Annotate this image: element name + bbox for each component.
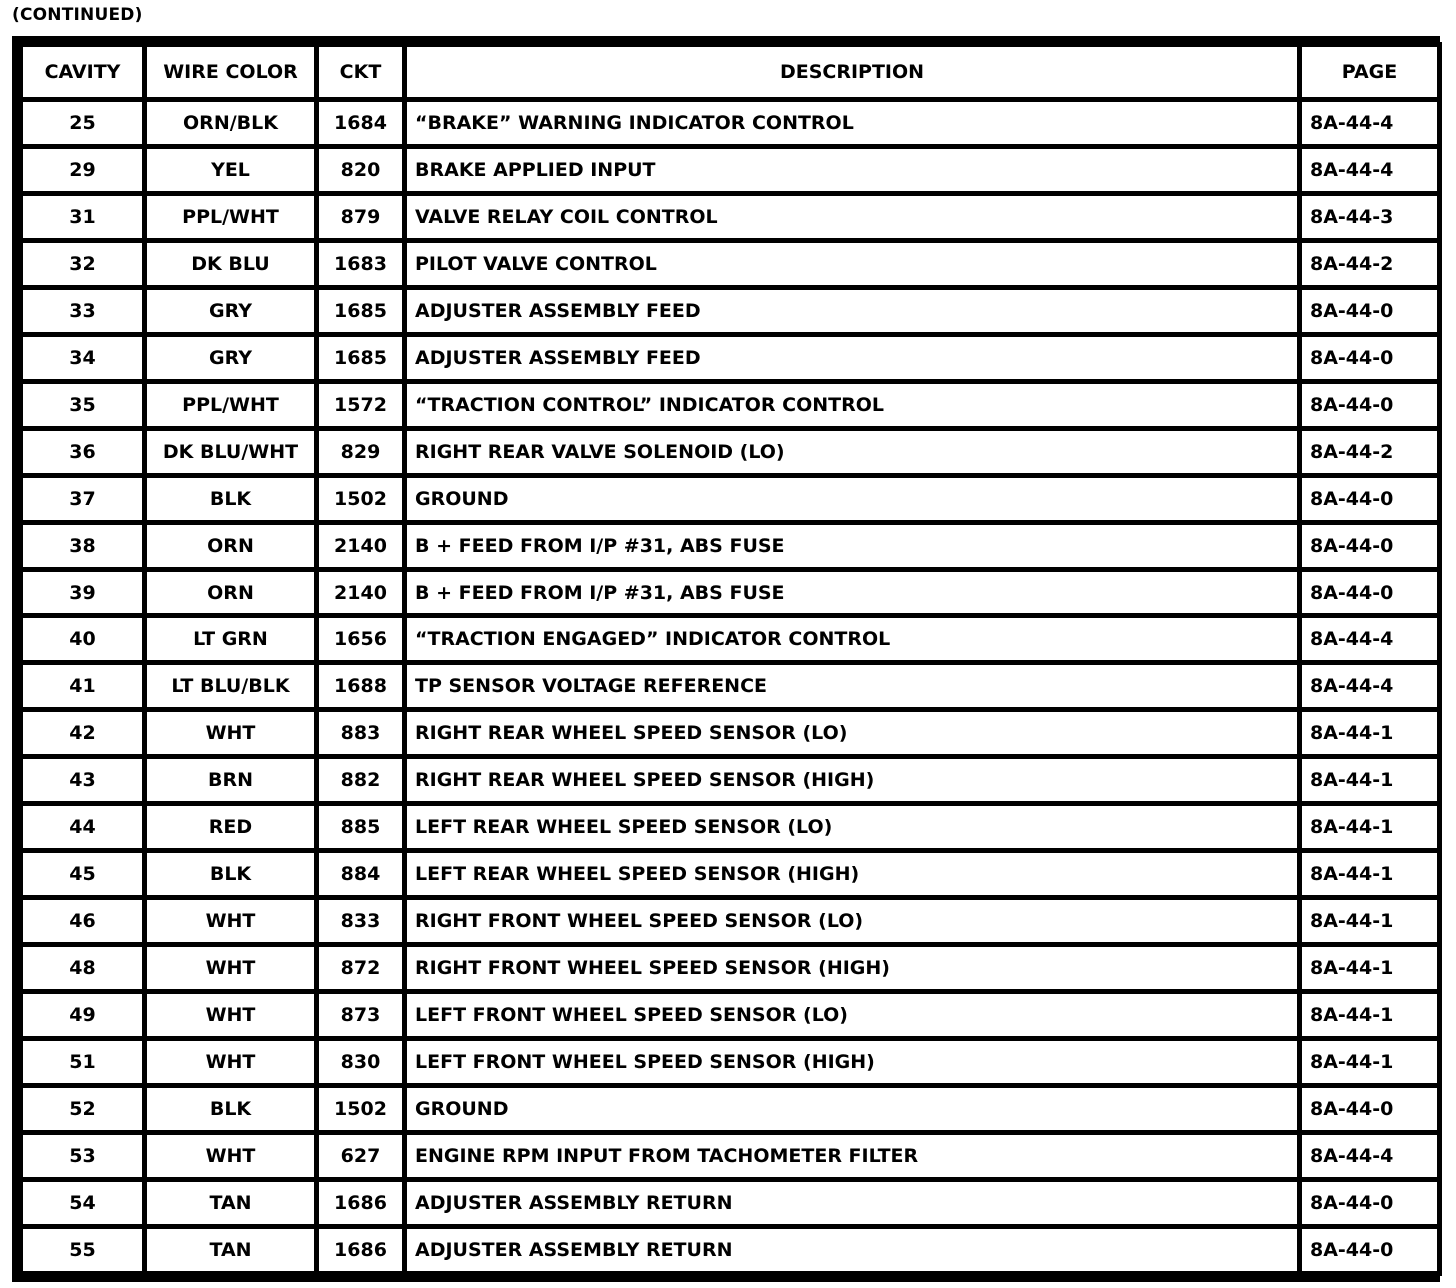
cell-ckt: 885 [319,806,402,848]
cell-cavity: 54 [23,1182,142,1224]
cell-cavity: 41 [23,665,142,707]
cell-cavity: 45 [23,853,142,895]
cell-wire-color: PPL/WHT [147,196,314,238]
column-header-wire-color: WIRE COLOR [147,47,314,97]
table-row [23,102,1437,144]
cell-ckt: 833 [319,900,402,942]
cell-page: 8A-44-2 [1302,431,1437,473]
cell-cavity: 44 [23,806,142,848]
cell-description: PILOT VALVE CONTROL [407,243,1297,285]
table-row [23,196,1437,238]
cell-page: 8A-44-2 [1302,243,1437,285]
cell-wire-color: WHT [147,1135,314,1177]
cell-ckt: 2140 [319,525,402,567]
cell-page: 8A-44-0 [1302,384,1437,426]
cell-cavity: 39 [23,572,142,614]
cell-description: GROUND [407,1088,1297,1130]
cell-description: RIGHT REAR WHEEL SPEED SENSOR (LO) [407,712,1297,754]
cell-description: TP SENSOR VOLTAGE REFERENCE [407,665,1297,707]
cell-page: 8A-44-1 [1302,994,1437,1036]
cell-description: “TRACTION CONTROL” INDICATOR CONTROL [407,384,1297,426]
cell-wire-color: RED [147,806,314,848]
header-row [23,47,1437,97]
cell-cavity: 42 [23,712,142,754]
cell-wire-color: ORN [147,572,314,614]
cell-page: 8A-44-0 [1302,572,1437,614]
cell-page: 8A-44-1 [1302,712,1437,754]
cell-ckt: 882 [319,759,402,801]
cell-description: GROUND [407,478,1297,520]
cell-wire-color: TAN [147,1229,314,1271]
cell-description: RIGHT REAR WHEEL SPEED SENSOR (HIGH) [407,759,1297,801]
cell-cavity: 32 [23,243,142,285]
cell-cavity: 34 [23,337,142,379]
cell-wire-color: LT BLU/BLK [147,665,314,707]
cell-wire-color: ORN [147,525,314,567]
cell-cavity: 35 [23,384,142,426]
cell-page: 8A-44-0 [1302,1088,1437,1130]
cell-description: ADJUSTER ASSEMBLY RETURN [407,1182,1297,1224]
cell-page: 8A-44-0 [1302,1182,1437,1224]
column-header-page: PAGE [1302,47,1437,97]
table-row [23,712,1437,754]
cell-ckt: 1688 [319,665,402,707]
table-row [23,665,1437,707]
cell-ckt: 1683 [319,243,402,285]
cell-cavity: 48 [23,947,142,989]
cell-description: VALVE RELAY COIL CONTROL [407,196,1297,238]
cell-ckt: 2140 [319,572,402,614]
cell-ckt: 1686 [319,1182,402,1224]
cell-page: 8A-44-4 [1302,618,1437,660]
cell-page: 8A-44-3 [1302,196,1437,238]
table-row [23,1182,1437,1224]
cell-wire-color: LT GRN [147,618,314,660]
cell-wire-color: WHT [147,947,314,989]
cell-cavity: 43 [23,759,142,801]
cell-wire-color: ORN/BLK [147,102,314,144]
cell-wire-color: DK BLU [147,243,314,285]
cell-description: ADJUSTER ASSEMBLY RETURN [407,1229,1297,1271]
cell-cavity: 46 [23,900,142,942]
cell-cavity: 29 [23,149,142,191]
cell-description: ADJUSTER ASSEMBLY FEED [407,290,1297,332]
cell-page: 8A-44-1 [1302,806,1437,848]
cell-page: 8A-44-0 [1302,525,1437,567]
cell-ckt: 829 [319,431,402,473]
cell-ckt: 872 [319,947,402,989]
cell-description: RIGHT FRONT WHEEL SPEED SENSOR (HIGH) [407,947,1297,989]
cell-cavity: 33 [23,290,142,332]
cell-ckt: 1502 [319,1088,402,1130]
cell-cavity: 36 [23,431,142,473]
cell-cavity: 31 [23,196,142,238]
cell-page: 8A-44-1 [1302,900,1437,942]
cell-ckt: 1572 [319,384,402,426]
cell-page: 8A-44-4 [1302,149,1437,191]
table-row [23,618,1437,660]
cell-wire-color: BLK [147,478,314,520]
cell-page: 8A-44-4 [1302,665,1437,707]
cell-wire-color: WHT [147,712,314,754]
table-row [23,1135,1437,1177]
cell-ckt: 884 [319,853,402,895]
cell-cavity: 37 [23,478,142,520]
cell-cavity: 40 [23,618,142,660]
table-row [23,947,1437,989]
cell-page: 8A-44-0 [1302,478,1437,520]
table-row [23,759,1437,801]
table-row [23,525,1437,567]
cell-wire-color: YEL [147,149,314,191]
cell-cavity: 49 [23,994,142,1036]
cell-ckt: 879 [319,196,402,238]
column-header-ckt: CKT [319,47,402,97]
cell-wire-color: WHT [147,994,314,1036]
cell-page: 8A-44-1 [1302,947,1437,989]
cell-cavity: 25 [23,102,142,144]
cell-ckt: 627 [319,1135,402,1177]
cell-page: 8A-44-1 [1302,1041,1437,1083]
table-row [23,149,1437,191]
cell-description: LEFT FRONT WHEEL SPEED SENSOR (LO) [407,994,1297,1036]
cell-wire-color: BRN [147,759,314,801]
cell-page: 8A-44-1 [1302,853,1437,895]
cell-wire-color: TAN [147,1182,314,1224]
cell-page: 8A-44-4 [1302,1135,1437,1177]
cell-page: 8A-44-1 [1302,759,1437,801]
cell-wire-color: GRY [147,337,314,379]
continued-note: (CONTINUED) [12,5,143,25]
table-row [23,1229,1437,1271]
cell-ckt: 1656 [319,618,402,660]
cell-ckt: 883 [319,712,402,754]
cell-wire-color: DK BLU/WHT [147,431,314,473]
cell-ckt: 1685 [319,290,402,332]
cell-ckt: 1686 [319,1229,402,1271]
table-row [23,243,1437,285]
cell-wire-color: BLK [147,853,314,895]
cell-ckt: 1502 [319,478,402,520]
table-row [23,1041,1437,1083]
cell-wire-color: BLK [147,1088,314,1130]
table-row [23,337,1437,379]
cell-description: B + FEED FROM I/P #31, ABS FUSE [407,572,1297,614]
cell-ckt: 830 [319,1041,402,1083]
table-row [23,900,1437,942]
table-body [23,102,1437,1271]
cell-page: 8A-44-4 [1302,102,1437,144]
cell-cavity: 52 [23,1088,142,1130]
cell-description: “BRAKE” WARNING INDICATOR CONTROL [407,102,1297,144]
cell-page: 8A-44-0 [1302,290,1437,332]
table-row [23,806,1437,848]
cell-cavity: 55 [23,1229,142,1271]
table-row [23,853,1437,895]
cell-cavity: 38 [23,525,142,567]
table-row [23,384,1437,426]
cell-description: B + FEED FROM I/P #31, ABS FUSE [407,525,1297,567]
cell-ckt: 1684 [319,102,402,144]
cell-cavity: 51 [23,1041,142,1083]
cell-page: 8A-44-0 [1302,1229,1437,1271]
column-header-cavity: CAVITY [23,47,142,97]
cell-description: LEFT REAR WHEEL SPEED SENSOR (LO) [407,806,1297,848]
cell-ckt: 820 [319,149,402,191]
connector-table-frame [12,36,1440,1282]
table-row [23,1088,1437,1130]
cell-cavity: 53 [23,1135,142,1177]
cell-ckt: 873 [319,994,402,1036]
cell-wire-color: WHT [147,900,314,942]
table-row [23,994,1437,1036]
cell-wire-color: WHT [147,1041,314,1083]
cell-ckt: 1685 [319,337,402,379]
table-row [23,431,1437,473]
table-row [23,290,1437,332]
cell-description: BRAKE APPLIED INPUT [407,149,1297,191]
cell-description: RIGHT REAR VALVE SOLENOID (LO) [407,431,1297,473]
cell-wire-color: PPL/WHT [147,384,314,426]
cell-description: “TRACTION ENGAGED” INDICATOR CONTROL [407,618,1297,660]
table-row [23,572,1437,614]
cell-description: ADJUSTER ASSEMBLY FEED [407,337,1297,379]
cell-page: 8A-44-0 [1302,337,1437,379]
cell-wire-color: GRY [147,290,314,332]
table-row [23,478,1437,520]
column-header-description: DESCRIPTION [407,47,1297,97]
connector-table [18,42,1442,1276]
cell-description: RIGHT FRONT WHEEL SPEED SENSOR (LO) [407,900,1297,942]
cell-description: LEFT FRONT WHEEL SPEED SENSOR (HIGH) [407,1041,1297,1083]
cell-description: ENGINE RPM INPUT FROM TACHOMETER FILTER [407,1135,1297,1177]
cell-description: LEFT REAR WHEEL SPEED SENSOR (HIGH) [407,853,1297,895]
